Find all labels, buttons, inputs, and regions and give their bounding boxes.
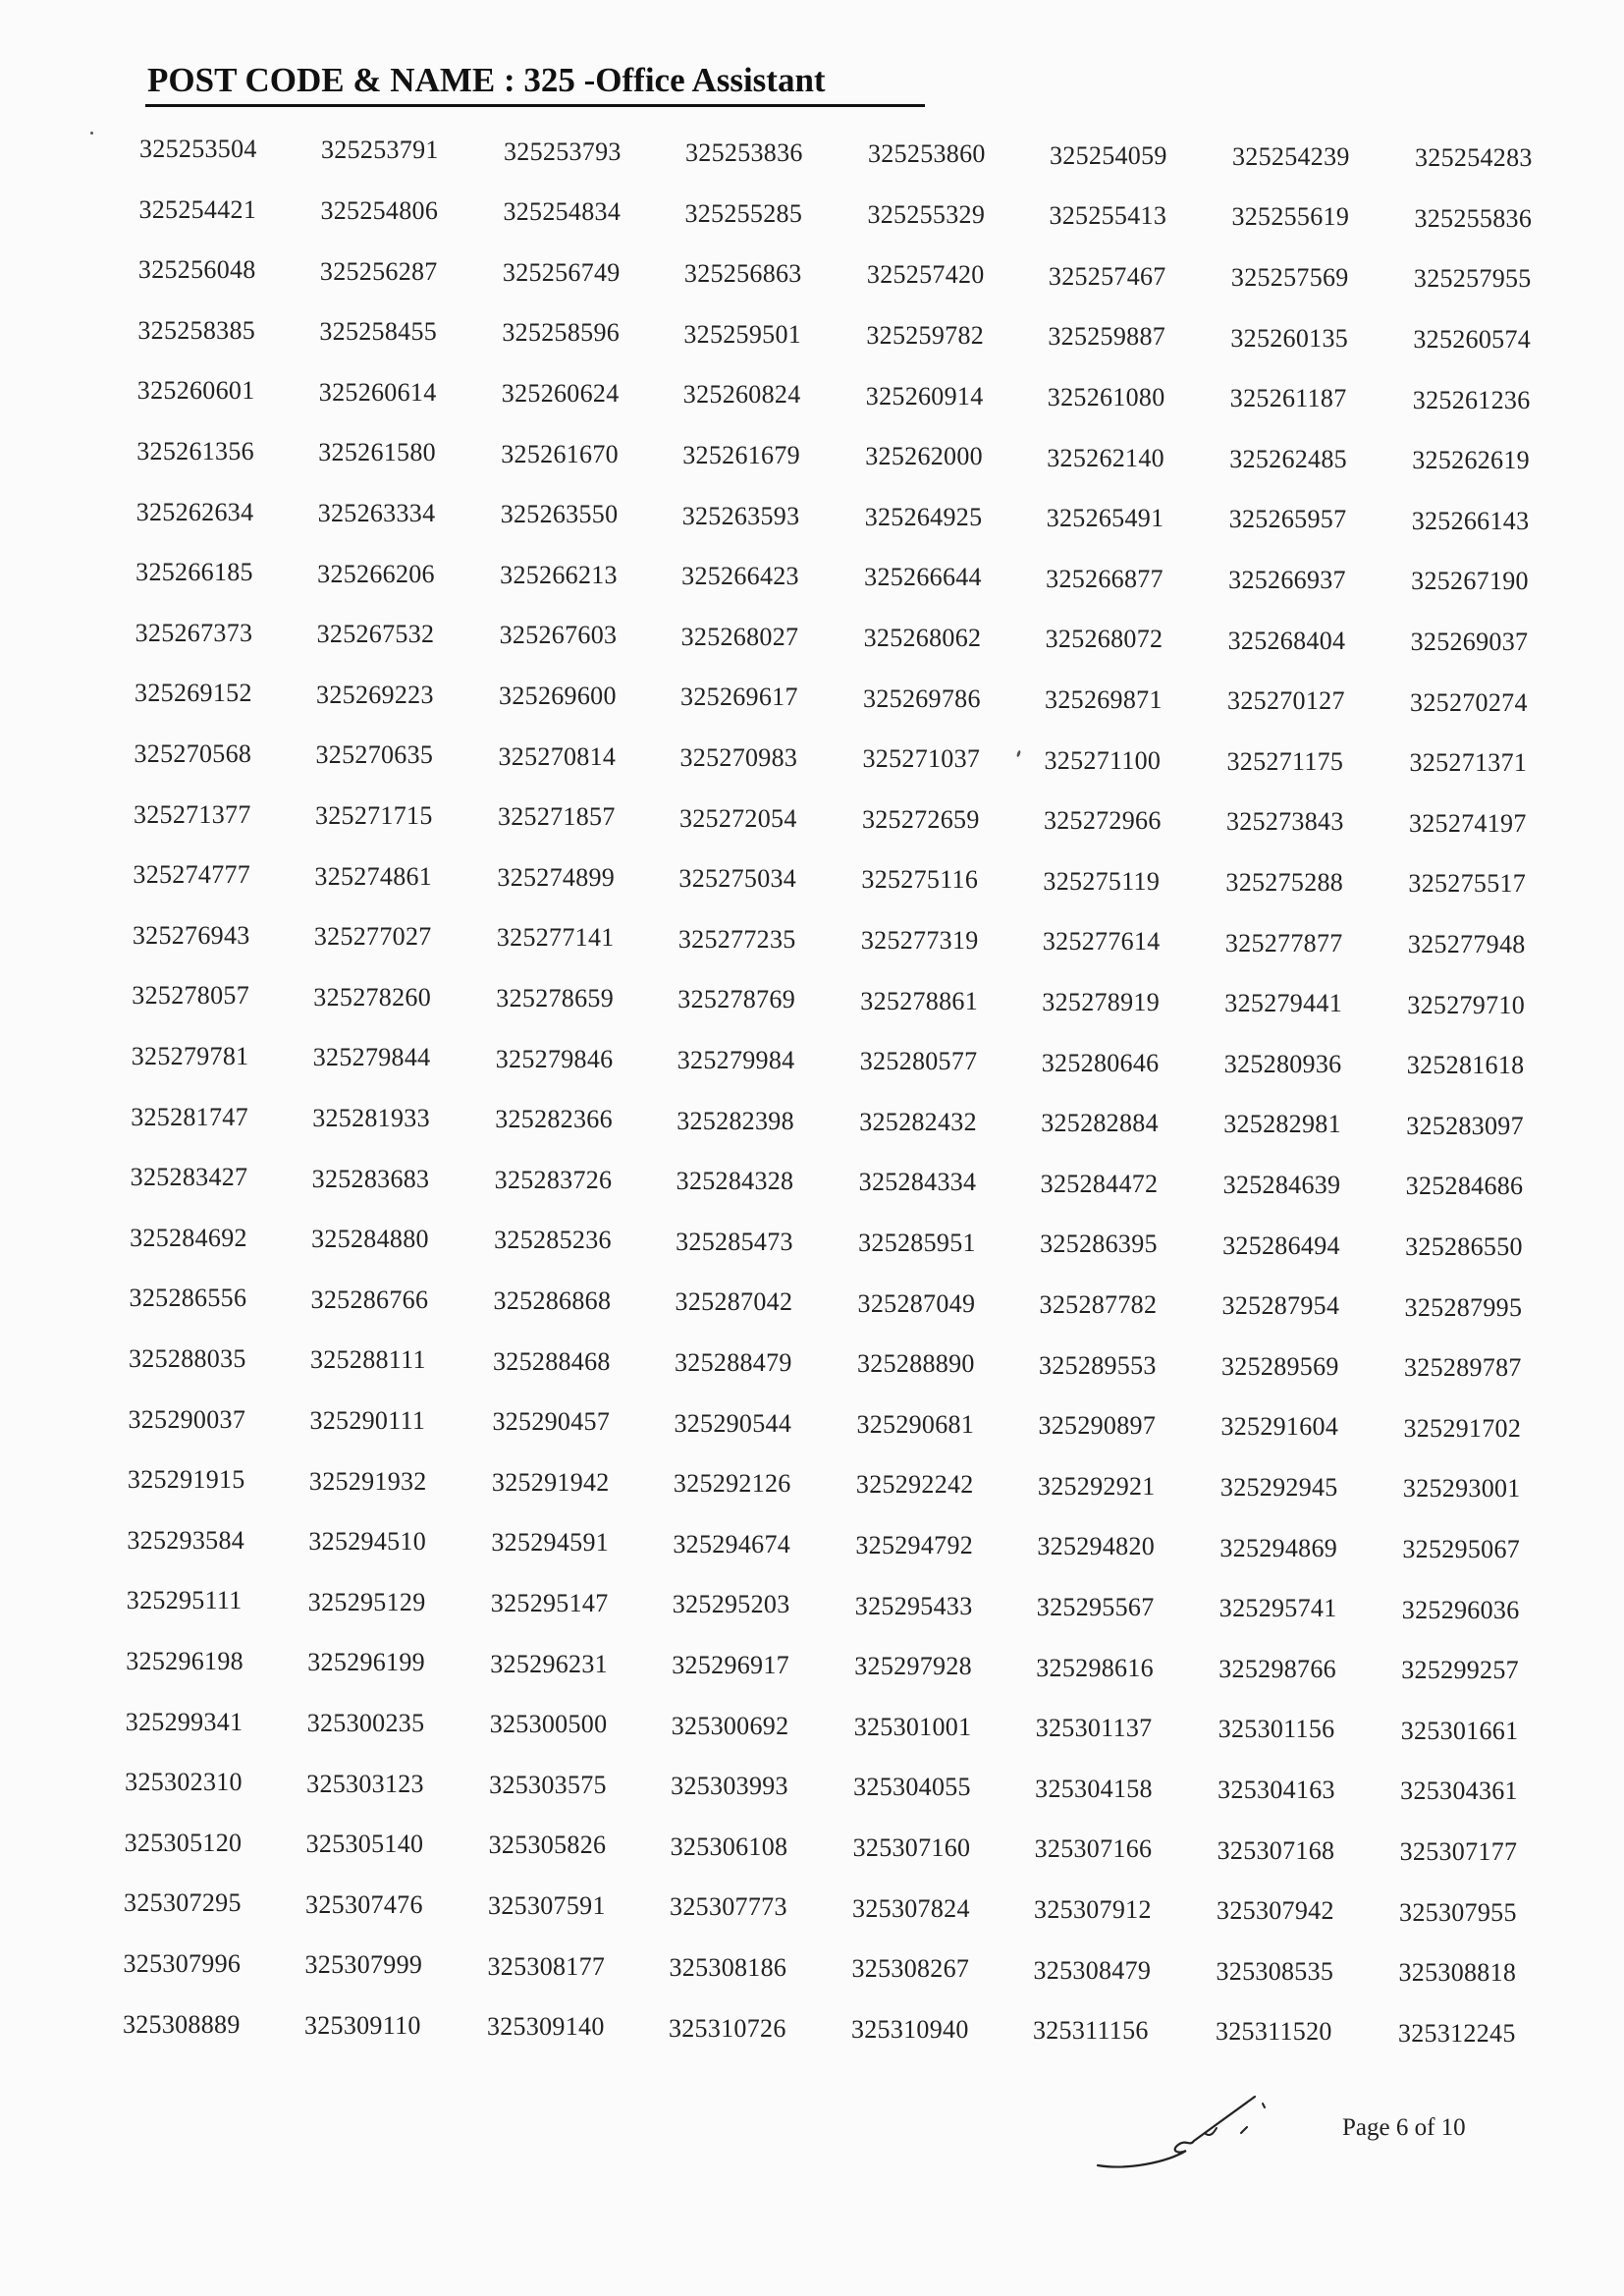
- roll-number: 325307166: [1034, 1834, 1153, 1864]
- roll-number: 325310940: [850, 2014, 969, 2044]
- roll-number: 325260624: [501, 379, 620, 408]
- roll-number: 325265957: [1228, 505, 1347, 534]
- roll-number: 325290457: [492, 1407, 611, 1437]
- roll-number: 325305120: [124, 1828, 243, 1857]
- roll-number: 325277877: [1224, 928, 1343, 957]
- roll-number: 325307999: [304, 1950, 423, 1980]
- roll-number: 325277614: [1042, 927, 1161, 957]
- roll-number: 325258385: [137, 315, 256, 345]
- roll-number: 325297928: [854, 1652, 972, 1681]
- roll-number: 325290544: [674, 1408, 792, 1438]
- roll-number: 325282432: [859, 1107, 977, 1136]
- roll-number: 325253791: [321, 136, 439, 165]
- roll-number: 325260914: [865, 381, 984, 410]
- signature-mark: [1088, 2072, 1309, 2185]
- roll-number: 325308267: [851, 1954, 970, 1984]
- roll-number: 325261080: [1047, 382, 1165, 411]
- roll-number: 325254283: [1415, 143, 1533, 173]
- roll-number: 325280646: [1041, 1048, 1160, 1077]
- roll-number: 325307476: [305, 1889, 423, 1919]
- roll-number: 325288890: [857, 1349, 975, 1379]
- roll-number: 325282981: [1223, 1110, 1341, 1139]
- roll-number: 325307168: [1217, 1835, 1335, 1865]
- roll-number: 325254239: [1232, 141, 1350, 171]
- roll-number: 325260614: [318, 377, 437, 407]
- roll-number: 325257955: [1413, 264, 1532, 294]
- roll-number: 325256287: [319, 256, 438, 286]
- roll-number: 325290111: [309, 1405, 426, 1435]
- roll-number: 325307177: [1399, 1836, 1518, 1866]
- roll-number: 325281747: [131, 1102, 248, 1131]
- roll-number: 325262140: [1047, 443, 1164, 472]
- roll-number: 325295203: [672, 1590, 790, 1619]
- roll-number: 325286868: [493, 1286, 612, 1315]
- roll-number: 325296231: [490, 1649, 608, 1678]
- roll-number: 325263334: [317, 498, 436, 527]
- roll-number: 325307912: [1034, 1894, 1152, 1924]
- roll-number: 325257467: [1048, 261, 1166, 291]
- roll-number: 325308818: [1398, 1958, 1517, 1988]
- roll-number: 325308479: [1033, 1955, 1152, 1985]
- roll-number: 325307942: [1217, 1896, 1334, 1926]
- roll-number: 325277141: [496, 923, 615, 953]
- roll-number: 325275288: [1225, 868, 1344, 897]
- roll-number: 325278861: [860, 986, 978, 1015]
- roll-number: 325281618: [1406, 1051, 1525, 1080]
- roll-number: 325278057: [132, 981, 249, 1011]
- roll-number: 325271377: [133, 799, 251, 829]
- roll-number: 325290897: [1038, 1411, 1157, 1441]
- roll-number: 325285236: [494, 1226, 612, 1255]
- roll-number: 325312245: [1397, 2018, 1516, 2048]
- roll-number: 325284639: [1222, 1171, 1341, 1199]
- roll-number: 325307773: [670, 1892, 787, 1922]
- roll-number: 325296917: [672, 1650, 789, 1679]
- roll-number: 325265491: [1046, 504, 1164, 533]
- roll-number: 325296199: [307, 1648, 425, 1677]
- roll-number: 325306108: [670, 1831, 788, 1861]
- roll-number: 325282884: [1041, 1109, 1159, 1138]
- roll-number: 325267373: [135, 618, 253, 647]
- roll-number: 325286550: [1405, 1231, 1523, 1261]
- roll-number: 325286494: [1222, 1230, 1340, 1260]
- roll-number: 325255285: [684, 198, 803, 228]
- roll-number: 325269152: [135, 679, 252, 708]
- roll-number: 325271857: [497, 802, 616, 832]
- roll-number: 325296036: [1401, 1595, 1520, 1624]
- roll-number: 325260574: [1413, 324, 1532, 354]
- roll-number: 325255836: [1414, 203, 1533, 233]
- roll-number: 325287049: [857, 1288, 976, 1318]
- roll-number: 325278769: [677, 985, 795, 1014]
- roll-number: 325257420: [866, 260, 985, 290]
- roll-number: 325294792: [855, 1531, 974, 1559]
- roll-number: 325278919: [1042, 987, 1160, 1016]
- roll-number: 325293001: [1402, 1474, 1521, 1503]
- roll-number: 325294674: [673, 1529, 791, 1558]
- roll-number: 325287954: [1221, 1291, 1340, 1321]
- roll-number: 325254421: [138, 194, 257, 224]
- roll-number: 325266644: [864, 563, 982, 592]
- roll-number: 325308186: [669, 1952, 787, 1982]
- roll-number: 325256863: [683, 259, 802, 289]
- roll-number: 325305826: [488, 1831, 607, 1860]
- roll-number: 325300235: [306, 1708, 425, 1737]
- roll-number: 325304055: [853, 1773, 971, 1802]
- roll-number: 325282398: [677, 1106, 794, 1135]
- roll-number: 325301001: [853, 1712, 972, 1741]
- roll-number: 325282366: [495, 1105, 613, 1134]
- roll-number: 325268072: [1045, 625, 1164, 654]
- roll-number: 325291932: [308, 1466, 427, 1496]
- roll-number: 325256749: [502, 257, 621, 287]
- roll-number: 325309140: [486, 2012, 605, 2042]
- roll-number: 325301156: [1218, 1715, 1335, 1744]
- roll-number: 325277319: [860, 926, 979, 955]
- roll-number: 325275116: [861, 865, 979, 895]
- roll-number: 325298616: [1036, 1653, 1154, 1682]
- roll-number: 325254059: [1050, 140, 1167, 170]
- roll-number: 325308889: [122, 2009, 241, 2039]
- roll-number: 325261356: [136, 437, 254, 465]
- roll-number: 325268027: [680, 622, 799, 651]
- roll-number: 325290037: [128, 1404, 246, 1434]
- roll-number: 325303575: [489, 1770, 607, 1799]
- roll-number: 325279441: [1224, 989, 1342, 1018]
- roll-number: 325274899: [497, 862, 616, 892]
- roll-number: 325279984: [677, 1045, 795, 1074]
- roll-number: 325261580: [318, 438, 436, 467]
- roll-number: 325253860: [868, 139, 986, 169]
- roll-number: 325284334: [858, 1168, 977, 1197]
- roll-number: 325275034: [678, 864, 797, 894]
- roll-number: 325263593: [681, 501, 800, 530]
- roll-number: 325287042: [675, 1287, 793, 1317]
- roll-number: 325295129: [307, 1587, 426, 1616]
- roll-number: 325289553: [1039, 1350, 1157, 1380]
- roll-number: 325271715: [314, 800, 433, 830]
- roll-number: 325260824: [682, 380, 801, 410]
- roll-number: 325253793: [504, 137, 622, 166]
- roll-number: 325266423: [681, 562, 799, 591]
- roll-number: 325281933: [312, 1103, 430, 1132]
- roll-number: 325270274: [1410, 687, 1528, 717]
- roll-number: 325310726: [668, 2013, 786, 2043]
- roll-number: 325266877: [1046, 564, 1164, 593]
- roll-number: 325267190: [1411, 567, 1529, 596]
- roll-number: 325275517: [1408, 869, 1527, 899]
- roll-number: 325262619: [1412, 446, 1530, 475]
- roll-number: 325284686: [1405, 1172, 1524, 1201]
- roll-number: 325302310: [125, 1768, 243, 1797]
- roll-number: 325311520: [1215, 2017, 1332, 2047]
- scan-speck: [90, 132, 93, 135]
- roll-number: 325253836: [685, 137, 803, 167]
- roll-number: 325279846: [495, 1044, 614, 1073]
- roll-number: 325268062: [863, 624, 982, 652]
- page-number: Page 6 of 10: [1342, 2114, 1466, 2141]
- roll-number: 325288468: [493, 1346, 611, 1376]
- roll-number: 325269223: [316, 680, 434, 709]
- roll-number: 325262000: [865, 442, 983, 471]
- roll-number: 325295433: [854, 1591, 973, 1620]
- roll-number: 325270568: [134, 739, 252, 768]
- roll-number: 325287782: [1039, 1289, 1158, 1319]
- roll-number: 325305140: [305, 1830, 424, 1859]
- roll-number: 325275119: [1043, 866, 1161, 896]
- roll-number: 325266143: [1411, 506, 1530, 535]
- roll-number: 325294869: [1219, 1533, 1338, 1562]
- roll-number: 325283097: [1406, 1111, 1524, 1140]
- roll-number: 325272966: [1043, 806, 1162, 836]
- roll-number: 325267603: [499, 621, 618, 650]
- roll-number: 325279781: [131, 1042, 249, 1070]
- roll-number: 325277027: [313, 922, 432, 952]
- roll-number: 325311156: [1032, 2016, 1149, 2046]
- roll-number: 325285951: [858, 1229, 976, 1257]
- roll-number: 325280936: [1223, 1049, 1342, 1078]
- roll-number: 325304158: [1035, 1774, 1153, 1803]
- roll-number: 325259782: [866, 321, 985, 350]
- roll-number: 325262634: [135, 497, 254, 526]
- roll-number: 325290681: [856, 1409, 975, 1439]
- roll-number: 325294510: [308, 1527, 427, 1557]
- roll-number: 325274197: [1408, 808, 1527, 838]
- roll-number: 325307295: [124, 1888, 242, 1918]
- roll-number: 325270983: [679, 742, 798, 772]
- roll-number: 325304361: [1400, 1777, 1518, 1806]
- roll-number: 325267532: [316, 620, 435, 649]
- roll-number: 325308535: [1216, 1956, 1334, 1986]
- roll-number: 325294591: [491, 1528, 610, 1558]
- roll-number: 325309110: [303, 2010, 421, 2040]
- roll-number: 325268404: [1227, 626, 1346, 655]
- post-code-heading: POST CODE & NAME : 325 -Office Assistant: [147, 61, 826, 99]
- roll-number: 325286395: [1040, 1230, 1158, 1259]
- roll-number: 325260135: [1230, 323, 1349, 353]
- roll-number: 325289569: [1221, 1351, 1339, 1381]
- roll-number: 325258455: [319, 317, 438, 347]
- roll-number: 325301661: [1400, 1716, 1519, 1745]
- roll-number: 325300500: [489, 1710, 608, 1739]
- roll-number: 325261679: [682, 440, 800, 469]
- roll-number: 325273843: [1225, 807, 1344, 837]
- roll-number: 325271100: [1044, 745, 1162, 775]
- roll-number: 325269871: [1045, 684, 1163, 714]
- roll-number: 325296198: [126, 1647, 244, 1675]
- roll-number: 325266185: [135, 558, 253, 587]
- roll-number: 325272054: [678, 803, 797, 833]
- roll-number: 325274777: [133, 860, 251, 890]
- roll-number: 325269786: [863, 683, 981, 713]
- roll-number: 325284880: [311, 1225, 429, 1254]
- roll-number: 325304163: [1218, 1776, 1335, 1804]
- roll-number: 325284692: [130, 1223, 247, 1252]
- roll-number: 325292242: [855, 1470, 974, 1500]
- roll-number: 325277948: [1407, 929, 1526, 958]
- roll-number: 325279844: [312, 1043, 431, 1072]
- roll-number: 325270127: [1227, 686, 1345, 716]
- roll-number: 325307160: [852, 1833, 971, 1862]
- roll-number: 325307824: [852, 1893, 970, 1923]
- roll-number: 325264925: [864, 502, 983, 531]
- roll-number: 325286556: [129, 1284, 247, 1313]
- roll-number: 325299257: [1401, 1656, 1519, 1685]
- roll-number: 325270635: [315, 740, 434, 770]
- roll-number: 325295567: [1036, 1592, 1155, 1621]
- roll-number: 325271371: [1409, 748, 1528, 778]
- roll-number: 325278659: [496, 984, 614, 1012]
- roll-number: 325298766: [1218, 1654, 1336, 1683]
- roll-number: 325274861: [314, 861, 433, 891]
- roll-number: 325276943: [132, 920, 250, 950]
- roll-number: 325301137: [1035, 1714, 1153, 1743]
- roll-number: 325303993: [671, 1772, 788, 1801]
- roll-number: 325272659: [861, 804, 980, 834]
- roll-number: 325284472: [1040, 1169, 1159, 1198]
- roll-number: 325269037: [1410, 627, 1529, 656]
- roll-number: 325291915: [127, 1465, 245, 1495]
- roll-number: 325255619: [1231, 202, 1350, 232]
- roll-number: 325277235: [677, 924, 796, 954]
- roll-number: 325292126: [673, 1469, 791, 1499]
- roll-number: 325254834: [503, 197, 622, 227]
- roll-number: 325263550: [500, 500, 619, 529]
- roll-number: 325258596: [502, 318, 621, 348]
- roll-number: 325269600: [499, 682, 617, 710]
- roll-number: 325288479: [675, 1347, 792, 1377]
- roll-number: 325284328: [676, 1167, 794, 1196]
- roll-number: 325283427: [130, 1163, 248, 1192]
- roll-number: 325283683: [311, 1164, 430, 1193]
- roll-number: 325280577: [859, 1047, 978, 1076]
- roll-number: 325253504: [139, 135, 257, 163]
- roll-number: 325295111: [126, 1586, 243, 1615]
- roll-number: 325259887: [1048, 322, 1166, 352]
- roll-number: 325266206: [317, 559, 435, 588]
- roll-number: 325279710: [1407, 990, 1525, 1019]
- roll-number: 325294820: [1037, 1532, 1156, 1561]
- roll-number: 325257569: [1230, 263, 1349, 292]
- roll-number: 325261670: [501, 439, 619, 468]
- roll-number: 325287995: [1404, 1292, 1523, 1322]
- roll-number: 325288111: [310, 1345, 426, 1375]
- roll-number: 325283726: [494, 1165, 613, 1194]
- roll-number: 325300692: [671, 1711, 789, 1740]
- roll-number: 325266213: [500, 560, 618, 589]
- roll-number: 325291702: [1403, 1413, 1522, 1443]
- roll-number: 325308177: [487, 1951, 606, 1981]
- roll-number: 325291604: [1220, 1412, 1339, 1442]
- roll-number: 325271175: [1226, 746, 1344, 776]
- roll-number: 325286766: [310, 1285, 429, 1314]
- roll-number: 325261236: [1412, 385, 1531, 414]
- roll-number: 325303123: [306, 1769, 424, 1798]
- roll-number: 325269617: [680, 683, 798, 712]
- roll-number: 325266937: [1228, 566, 1346, 594]
- roll-number: 325307591: [488, 1891, 606, 1920]
- roll-number: 325292945: [1219, 1473, 1338, 1502]
- roll-number: 325270814: [498, 741, 617, 771]
- roll-number: 325293584: [127, 1525, 245, 1555]
- roll-number: 325299341: [125, 1707, 244, 1736]
- roll-number: 325255329: [867, 199, 986, 229]
- roll-number: 325254806: [320, 195, 439, 225]
- roll-number: 325291942: [491, 1467, 610, 1497]
- roll-number: 325285473: [676, 1227, 793, 1256]
- roll-number: 325295147: [490, 1589, 609, 1617]
- roll-number: 325255413: [1049, 201, 1167, 231]
- roll-number: 325256048: [137, 255, 256, 285]
- roll-number: 325288035: [129, 1344, 246, 1373]
- roll-number: 325292921: [1037, 1471, 1156, 1501]
- roll-number: 325295741: [1218, 1594, 1337, 1623]
- roll-number: 325289787: [1404, 1353, 1522, 1383]
- roll-number: 325260601: [136, 376, 255, 406]
- roll-number: 325278260: [313, 982, 431, 1011]
- roll-number: 325259501: [683, 319, 802, 349]
- roll-number: 325307955: [1399, 1897, 1517, 1927]
- roll-number: 325261187: [1229, 384, 1347, 413]
- roll-number: 325307996: [123, 1949, 242, 1978]
- roll-number: 325295067: [1402, 1534, 1521, 1563]
- roll-number: 325262485: [1229, 444, 1347, 473]
- roll-number: 325271037: [862, 744, 981, 774]
